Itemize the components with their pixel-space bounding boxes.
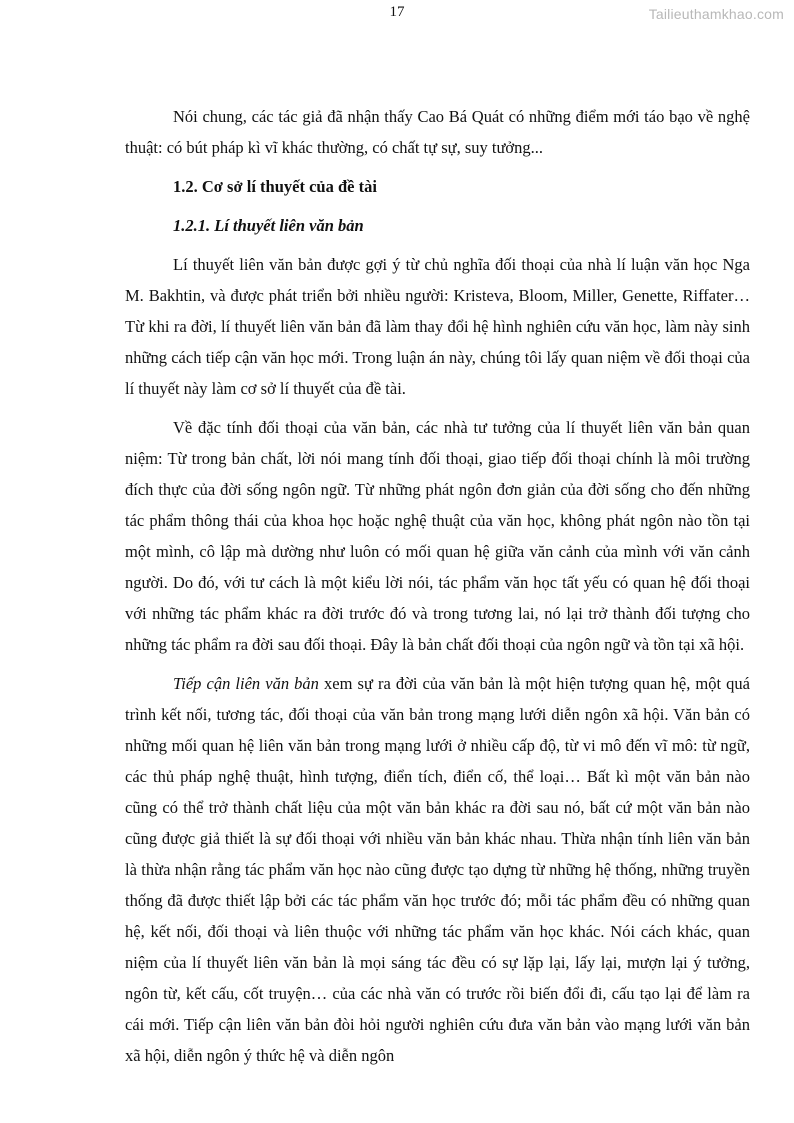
section-heading: 1.2. Cơ sở lí thuyết của đề tài: [173, 177, 377, 196]
intertextual-approach-term: Tiếp cận liên văn bản: [173, 674, 319, 693]
paragraph-intertextual-approach: [125, 668, 750, 1071]
page-number: 17: [389, 4, 405, 20]
watermark: Tailieuthamkhao.com: [648, 6, 784, 22]
paragraph-theory-origin: Lí thuyết liên văn bản được gợi ý từ chủ nghĩa đối thoại của nhà lí luận văn học Nga M. Bakhtin, và được phát triển bởi nhiều người: Kristeva, Bloom, Miller, Genette, Riffater… Từ khi ra đời, lí thuyết liên văn bản đã làm thay đổi hệ hình nghiên cứu văn học, làm này sinh những cách tiếp cận văn học mới. Trong luận án này, chúng tôi lấy quan niệm về đối thoại của lí thuyết này làm cơ sở lí thuyết của đề tài.: [125, 255, 750, 398]
paragraph-dialogic-nature: Về đặc tính đối thoại của văn bản, các nhà tư tưởng của lí thuyết liên văn bản quan niệm: Từ trong bản chất, lời nói mang tính đối thoại, giao tiếp đối thoại chính là môi trường đích thực của đời sống ngôn ngữ. Từ những phát ngôn đơn giản của đời sống cho đến những tác phẩm thông thái của khoa học hoặc nghệ thuật của văn học, không phát ngôn nào tồn tại một mình, cô lập mà dường như luôn có mối quan hệ giữa văn cảnh của mình với văn cảnh người. Do đó, với tư cách là một kiểu lời nói, tác phẩm văn học tất yếu có quan hệ đối thoại với những tác phẩm khác ra đời trước đó và trong tương lai, nó lại trở thành đối tượng cho những tác phẩm ra đời sau đối thoại. Đây là bản chất đối thoại của ngôn ngữ và tồn tại xã hội.: [125, 418, 750, 654]
paragraph-intertextual-text: xem sự ra đời của văn bản là một hiện tượng quan hệ, một quá trình kết nối, tương tác, đối thoại của văn bản trong mạng lưới diễn ngôn xã hội. Văn bản có những mối quan hệ liên văn bản trong mạng lưới ở nhiều cấp độ, từ vi mô đến vĩ mô: từ ngữ, các thủ pháp nghệ thuật, hình tượng, điển tích, điển cố, thể loại… Bất kì một văn bản nào cũng có thể trở thành chất liệu của một văn bản khác ra đời sau nó, bất cứ một văn bản nào cũng được giả thiết là sự đối thoại với nhiều văn bản khác nhau. Thừa nhận tính liên văn bản là thừa nhận rằng tác phẩm văn học nào cũng được tạo dựng từ những hệ thống, những truyền thống đã được thiết lập bởi các tác phẩm văn học trước đó; mỗi tác phẩm đều có những quan hệ, kết nối, đối thoại và liên thuộc với những tác phẩm văn học khác. Nói cách khác, quan niệm của lí thuyết liên văn bản là mọi sáng tác đều có sự lặp lại, lấy lại, mượn lại ý tưởng, ngôn từ, kết cấu, cốt truyện… của các nhà văn có trước rồi biến đổi đi, cấu tạo lại để làm ra cái mới. Tiếp cận liên văn bản đòi hỏi người nghiên cứu đưa văn bản vào mạng lưới văn bản xã hội, diễn ngôn ý thức hệ và diễn ngôn: [125, 674, 750, 1065]
paragraph-intro: Nói chung, các tác giả đã nhận thấy Cao Bá Quát có những điểm mới táo bạo về nghệ thuật: có bút pháp kì vĩ khác thường, có chất tự sự, suy tưởng...: [125, 107, 750, 157]
document-body: [125, 101, 750, 1079]
subsection-heading: 1.2.1. Lí thuyết liên văn bản: [173, 216, 364, 235]
